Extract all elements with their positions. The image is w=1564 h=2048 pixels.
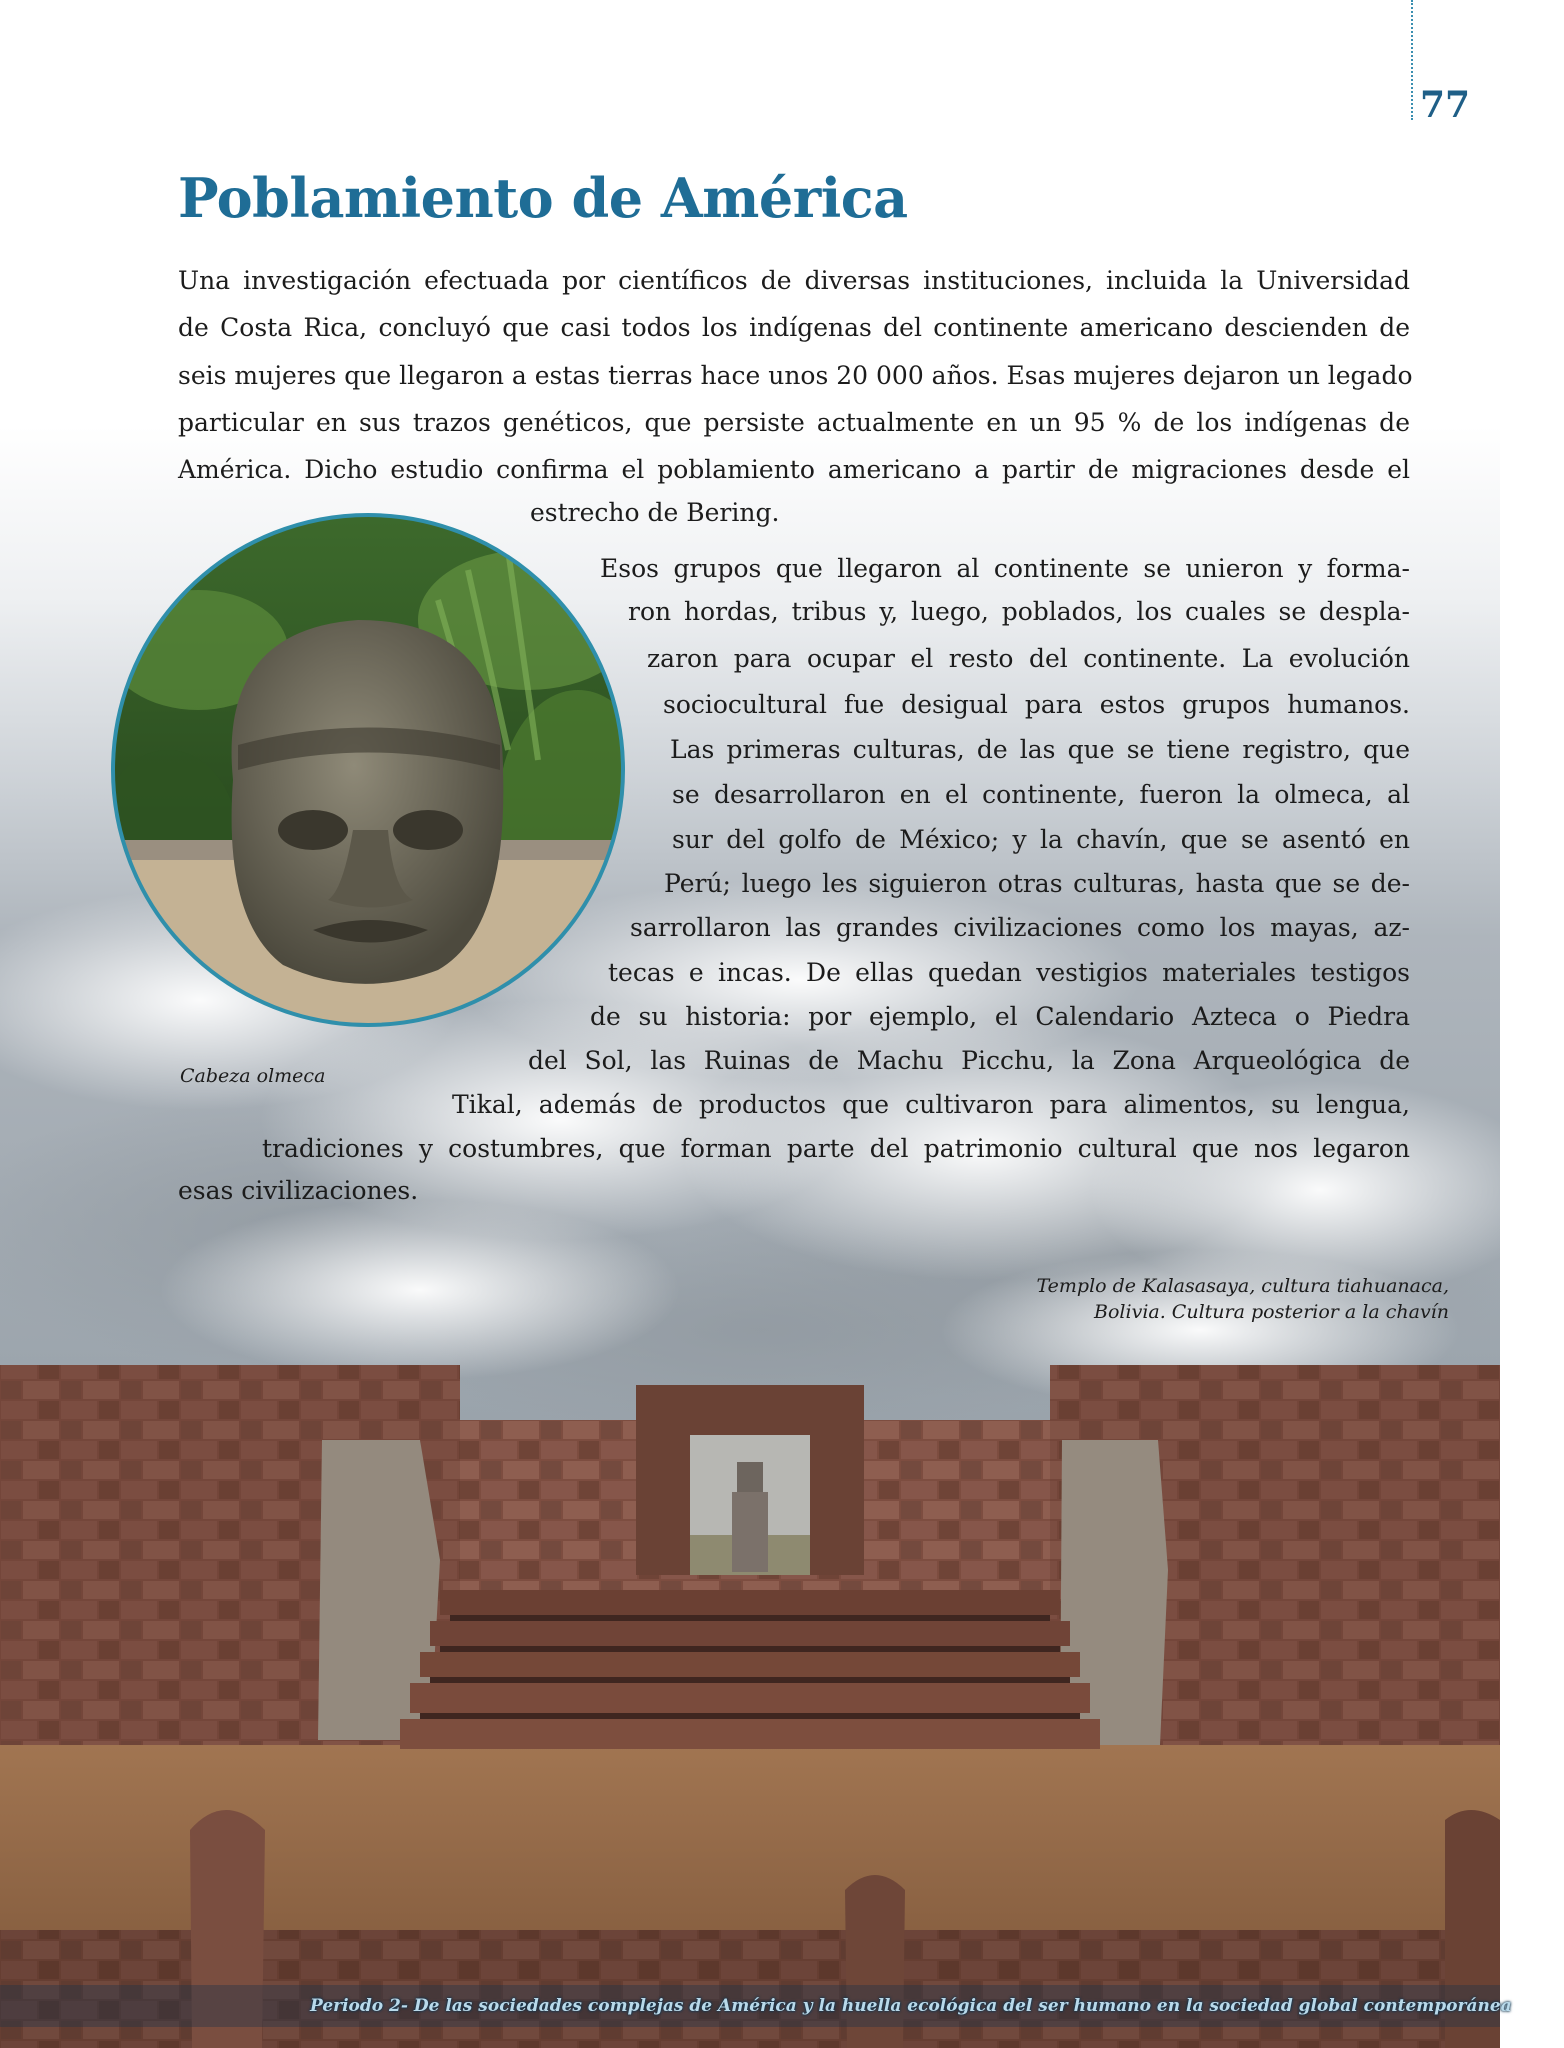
paragraph-line: sur del golfo de México; y la chavín, que se asentó en xyxy=(672,825,1410,854)
paragraph-line: de su historia: por ejemplo, el Calendario Azteca o Piedra xyxy=(590,1002,1410,1031)
olmec-head-photo xyxy=(108,510,628,1030)
paragraph-line: esas civilizaciones. xyxy=(178,1176,419,1205)
temple-caption-line2: Bolivia. Cultura posterior a la chavín xyxy=(1094,1301,1449,1323)
page-number-divider xyxy=(1411,0,1413,120)
paragraph-line: América. Dicho estudio confirma el poblamiento americano a partir de migraciones desde el xyxy=(178,455,1410,484)
paragraph-line: del Sol, las Ruinas de Machu Picchu, la Zona Arqueológica de xyxy=(528,1046,1410,1075)
page-title: Poblamiento de América xyxy=(178,166,908,230)
paragraph-line: particular en sus trazos genéticos, que persiste actualmente en un 95 % de los indígenas de xyxy=(178,408,1410,437)
paragraph-line: seis mujeres que llegaron a estas tierras hace unos 20 000 años. Esas mujeres dejaron un legado xyxy=(178,361,1413,390)
temple-caption-line1: Templo de Kalasasaya, cultura tiahuanaca, xyxy=(1036,1275,1449,1297)
paragraph-line: tradiciones y costumbres, que forman parte del patrimonio cultural que nos legaron xyxy=(262,1134,1410,1163)
paragraph-line: Tikal, además de productos que cultivaron para alimentos, su lengua, xyxy=(452,1090,1410,1119)
paragraph-line: ron hordas, tribus y, luego, poblados, los cuales se despla- xyxy=(628,597,1410,626)
paragraph-line: se desarrollaron en el continente, fueron la olmeca, al xyxy=(672,780,1410,809)
paragraph-line: tecas e incas. De ellas quedan vestigios materiales testigos xyxy=(608,958,1410,987)
footer-period-title: Periodo 2- De las sociedades complejas de América y la huella ecológica del ser humano en la sociedad global contemporánea xyxy=(310,1996,1512,2016)
paragraph-line: de Costa Rica, concluyó que casi todos los indígenas del continente americano descienden de xyxy=(178,313,1410,342)
paragraph-line: Esos grupos que llegaron al continente se unieron y forma- xyxy=(600,554,1410,583)
paragraph-line: estrecho de Bering. xyxy=(530,498,780,527)
paragraph-line: Las primeras culturas, de las que se tiene registro, que xyxy=(670,735,1410,764)
page-margin xyxy=(1500,0,1564,2048)
paragraph-line: sarrollaron las grandes civilizaciones como los mayas, az- xyxy=(630,913,1410,942)
paragraph-line: Una investigación efectuada por científicos de diversas instituciones, incluida la Universidad xyxy=(178,266,1410,295)
page-number: 77 xyxy=(1420,84,1471,126)
paragraph-line: zaron para ocupar el resto del continente. La evolución xyxy=(647,644,1410,673)
paragraph-line: sociocultural fue desigual para estos grupos humanos. xyxy=(663,690,1410,719)
olmec-caption: Cabeza olmeca xyxy=(180,1065,326,1087)
paragraph-line: Perú; luego les siguieron otras culturas, hasta que se de- xyxy=(664,869,1410,898)
